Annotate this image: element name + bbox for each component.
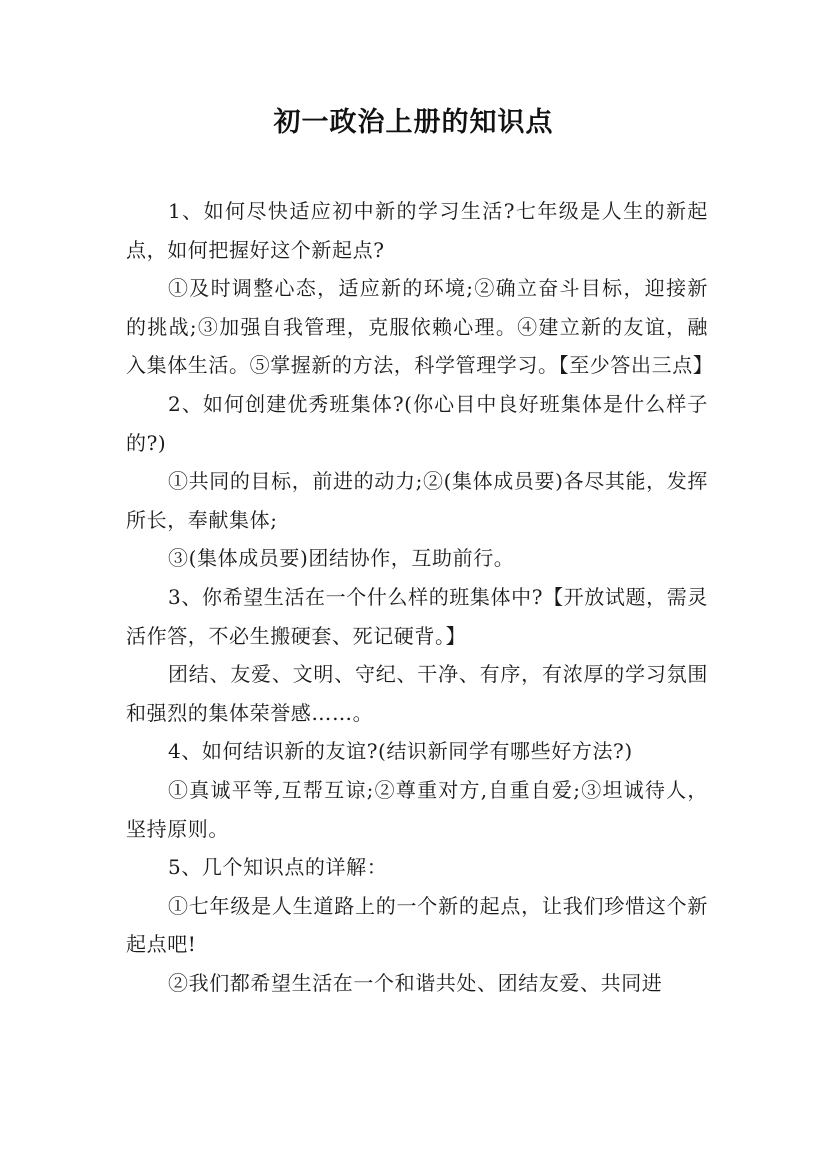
paragraph-answer-1: ①及时调整心态，适应新的环境;②确立奋斗目标，迎接新的挑战;③加强自我管理，克服依赖心理。④建立新的友谊，融入集体生活。⑤掌握新的方法，科学管理学习。【至少答出三点】	[126, 276, 714, 378]
paragraph-question-3: 3、你希望生活在一个什么样的班集体中?【开放试题，需灵活作答，不必生搬硬套、死记硬背。】	[126, 584, 708, 648]
paragraph-question-1: 1、如何尽快适应初中新的学习生活?七年级是人生的新起点，如何把握好这个新起点?	[126, 199, 708, 262]
document-body	[126, 192, 714, 1002]
paragraph-answer-4: ①真诚平等,互帮互谅;②尊重对方,自重自爱;③坦诚待人，坚持原则。	[126, 777, 708, 841]
paragraph-question-4: 4、如何结识新的友谊?(结识新同学有哪些好方法?)	[168, 739, 633, 764]
paragraph-detail-5-1: ①七年级是人生道路上的一个新的起点，让我们珍惜这个新起点吧!	[126, 893, 708, 957]
paragraph-heading-5: 5、几个知识点的详解：	[168, 855, 388, 880]
paragraph-answer-2b: ③(集体成员要)团结协作，互助前行。	[168, 546, 515, 571]
paragraph-question-2: 2、如何创建优秀班集体?(你心目中良好班集体是什么样子的?)	[126, 391, 708, 455]
paragraph-answer-2a: ①共同的目标，前进的动力;②(集体成员要)各尽其能，发挥所长，奉献集体;	[126, 469, 708, 532]
paragraph-detail-5-2: ②我们都希望生活在一个和谐共处、团结友爱、共同进	[168, 970, 663, 995]
paragraph-answer-3: 团结、友爱、文明、守纪、干净、有序，有浓厚的学习氛围和强烈的集体荣誉感……。	[126, 662, 708, 725]
document-title: 初一政治上册的知识点	[273, 107, 554, 138]
